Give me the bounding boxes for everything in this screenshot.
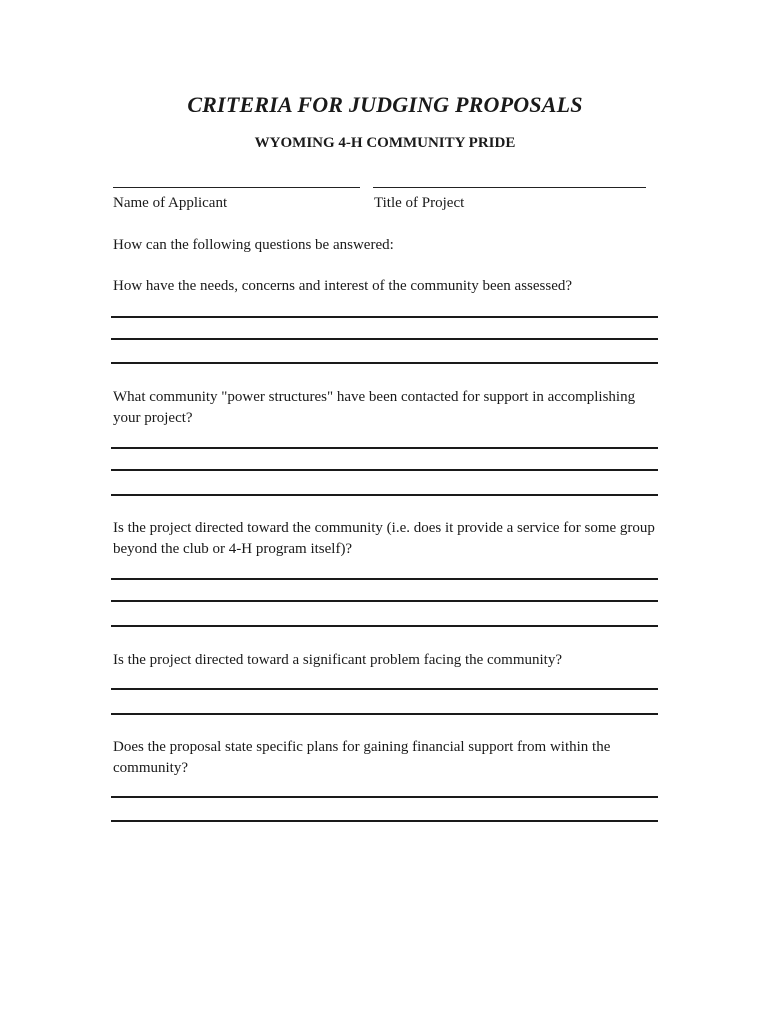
answer-line[interactable] [111,625,658,627]
answer-line[interactable] [111,578,658,580]
answer-line[interactable] [111,316,658,318]
answer-line[interactable] [111,820,658,822]
answer-line[interactable] [111,338,658,340]
question-1: How have the needs, concerns and interest of the community been assessed? [113,278,573,294]
answer-line[interactable] [111,600,658,602]
answer-line[interactable] [111,362,658,364]
answer-line[interactable] [111,469,658,471]
answer-line[interactable] [111,713,658,715]
answer-line[interactable] [111,447,658,449]
question-3: Is the project directed toward the community (i.e. does it provide a service for some group beyond the club or 4-H program itself)? [113,520,655,557]
answer-line[interactable] [111,796,658,798]
intro-text: How can the following questions be answered: [113,237,394,253]
question-2: What community "power structures" have been contacted for support in accomplishing your project? [113,389,636,426]
project-title-field[interactable] [373,187,646,188]
applicant-name-field[interactable] [113,187,360,188]
page-title: CRITERIA FOR JUDGING PROPOSALS [187,92,583,117]
question-4: Is the project directed toward a significant problem facing the community? [113,652,563,668]
page-subtitle: WYOMING 4-H COMMUNITY PRIDE [254,135,516,151]
applicant-name-label: Name of Applicant [113,195,228,211]
answer-line[interactable] [111,494,658,496]
project-title-label: Title of Project [374,195,465,211]
question-5: Does the proposal state specific plans for gaining financial support from within the community? [113,739,611,776]
answer-line[interactable] [111,688,658,690]
